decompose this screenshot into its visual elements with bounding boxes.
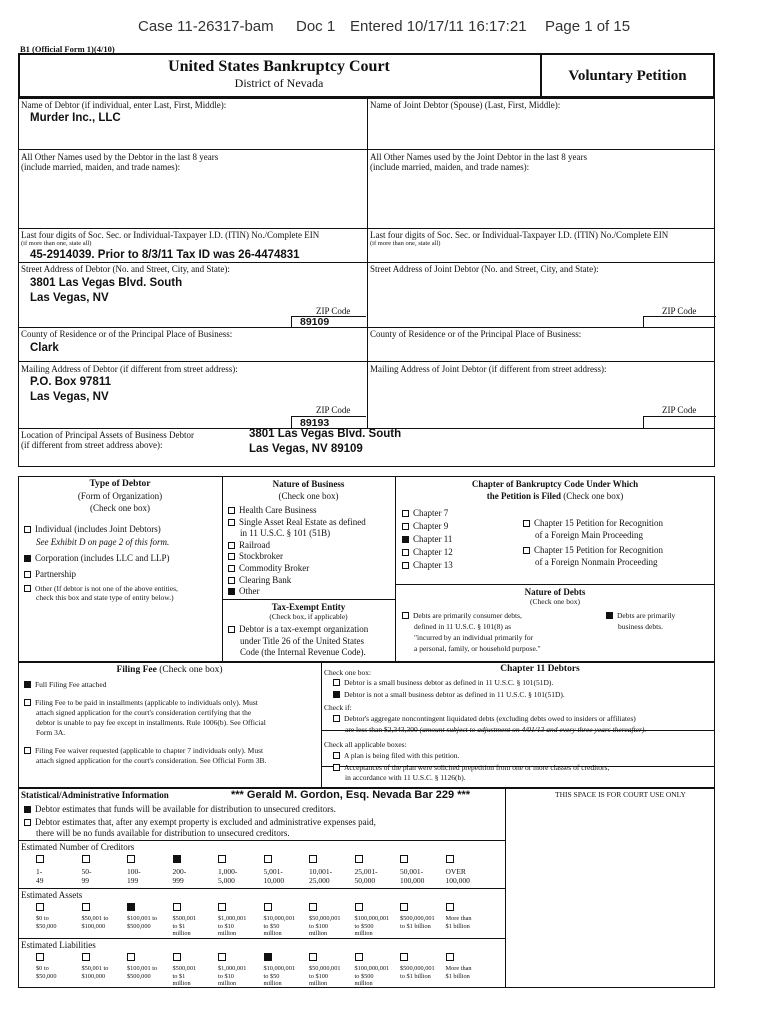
debtor-name[interactable]: Murder Inc., LLC — [30, 112, 121, 124]
nature-of-debts-title: Nature of Debts — [524, 587, 586, 597]
partnership-option[interactable] — [24, 569, 76, 579]
waiver-label: Filing Fee waiver requested (applicable to chapter 7 individuals only). Must — [35, 746, 264, 755]
small-business-label: Debtor is a small business debtor as defined in 11 U.S.C. § 101(51D). — [344, 678, 554, 687]
debtor-county-label: County of Residence or of the Principal Place of Business: — [21, 329, 233, 339]
assets-option[interactable] — [82, 902, 128, 930]
creditors-option[interactable] — [82, 854, 128, 886]
plan-filed-label: A plan is being filed with this petition. — [344, 751, 460, 760]
other-business-label: Other — [239, 586, 260, 596]
liabilities-option[interactable] — [127, 952, 173, 980]
debtor-mailing-1[interactable]: P.O. Box 97811 — [30, 376, 111, 388]
funds-available-checkbox[interactable] — [24, 806, 31, 813]
creditors-checkbox[interactable] — [264, 855, 272, 863]
ch11-check-all: Check all applicable boxes: — [324, 740, 407, 749]
stockbroker-checkbox[interactable] — [228, 553, 235, 560]
corporation-option[interactable] — [24, 553, 169, 563]
debtor-other-names-sub: (include married, maiden, and trade names): — [21, 162, 181, 172]
statistical-title: Statistical/Administrative Information — [21, 790, 169, 800]
liabilities-option[interactable] — [355, 952, 401, 987]
chapter-11-label: Chapter 11 — [413, 534, 453, 544]
assets-option-label: $50,001 to $100,000 — [81, 915, 109, 930]
type-of-debtor-sub: (Form of Organization) — [77, 491, 163, 501]
debtor-zip-label: ZIP Code — [316, 306, 351, 316]
page-number: Page 1 of 15 — [545, 18, 631, 35]
liabilities-checkbox[interactable] — [36, 953, 44, 961]
debtor-mailing-label: Mailing Address of Debtor (if different from street address): — [21, 364, 238, 374]
creditors-checkbox[interactable] — [173, 855, 181, 863]
assets-checkbox[interactable] — [173, 903, 181, 911]
not-small-business-label: Debtor is not a small business debtor as defined in 11 U.S.C. § 101(51D). — [344, 690, 565, 699]
liabilities-option[interactable] — [36, 952, 82, 980]
other-entity-label-2: check this box and state type of entity below.) — [36, 593, 174, 602]
business-debts-checkbox[interactable] — [606, 612, 613, 619]
no-funds-option[interactable] — [24, 817, 376, 827]
ch11-check-one: Check one box: — [324, 668, 372, 677]
chapter-title-2b: (Check one box) — [563, 491, 624, 501]
creditors-option[interactable] — [173, 854, 219, 886]
liabilities-checkbox[interactable] — [355, 953, 363, 961]
railroad-option[interactable] — [228, 540, 270, 550]
waiver-checkbox[interactable] — [24, 747, 31, 754]
consumer-debts-checkbox[interactable] — [402, 612, 409, 619]
liabilities-option-label: More than $1 billion — [445, 965, 472, 980]
assets-checkbox[interactable] — [446, 903, 454, 911]
small-business-option[interactable] — [333, 679, 553, 688]
consumer-debts-label-3: "incurred by an individual primarily for — [414, 633, 534, 642]
plan-filed-checkbox[interactable] — [333, 752, 340, 759]
aggregate-adjustment-note: (amount subject to adjustment on 4/01/13 and every three years thereafter). — [419, 725, 647, 734]
individual-label: Individual (includes Joint Debtors) — [35, 524, 161, 534]
acceptances-label: Acceptances of the plan were solicited prepetition from one or more classes of creditors, — [344, 763, 610, 772]
assets-checkbox[interactable] — [218, 903, 226, 911]
business-debts-label-2: business debts. — [618, 622, 663, 631]
location-label-1: Location of Principal Assets of Business Debtor — [21, 430, 194, 440]
clearing-label: Clearing Bank — [239, 575, 292, 585]
ch11-check-if: Check if: — [324, 703, 352, 712]
business-debts-option[interactable] — [606, 612, 675, 621]
assets-option[interactable] — [446, 902, 492, 930]
consumer-debts-label-4: a personal, family, or household purpose." — [414, 644, 541, 653]
chapter-15-nonmain-label: Chapter 15 Petition for Recognition — [534, 545, 663, 555]
liabilities-option-label: $1,000,001 to $10 million — [218, 965, 247, 987]
debtor-street-2[interactable]: Las Vegas, NV — [30, 292, 109, 304]
liabilities-checkbox[interactable] — [264, 953, 272, 961]
aggregate-debts-label-2 — [345, 726, 646, 735]
consumer-debts-label-2: defined in 11 U.S.C. § 101(8) as — [414, 622, 512, 631]
debtor-ein-label: Last four digits of Soc. Sec. or Individual-Taxpayer I.D. (ITIN) No./Complete EIN — [21, 230, 320, 240]
creditors-checkbox[interactable] — [82, 855, 90, 863]
assets-option-label: $500,000,001 to $1 billion — [400, 915, 435, 930]
chapter-12-checkbox[interactable] — [402, 549, 409, 556]
form-id: B1 (Official Form 1)(4/10) — [20, 44, 115, 54]
creditors-option[interactable] — [309, 854, 355, 886]
joint-name-label: Name of Joint Debtor (Spouse) (Last, First, Middle): — [370, 100, 561, 110]
chapter-15-main-label-2: of a Foreign Main Proceeding — [535, 530, 643, 540]
chapter-15-nonmain-label-2: of a Foreign Nonmain Proceeding — [535, 557, 658, 567]
attorney-line: *** Gerald M. Gordon, Esq. Nevada Bar 229 *** — [231, 789, 471, 801]
debtor-ein[interactable]: 45-2914039. Prior to 8/3/11 Tax ID was 26-4474831 — [30, 249, 300, 261]
stockbroker-label: Stockbroker — [239, 551, 283, 561]
creditors-option-label: 200- 999 — [172, 867, 187, 885]
debtor-other-names-label: All Other Names used by the Debtor in the last 8 years — [21, 152, 219, 162]
doc-number: Doc 1 — [296, 18, 336, 35]
full-fee-label: Full Filing Fee attached — [35, 680, 107, 689]
debtor-mailing-2[interactable]: Las Vegas, NV — [30, 391, 109, 403]
liabilities-option[interactable] — [82, 952, 128, 980]
no-funds-label: Debtor estimates that, after any exempt property is excluded and administrative expenses paid, — [35, 817, 376, 827]
creditors-checkbox[interactable] — [309, 855, 317, 863]
joint-zip-field[interactable] — [643, 316, 716, 328]
aggregate-debts-option[interactable] — [333, 715, 636, 724]
debtor-mailing-zip[interactable]: 89193 — [291, 416, 366, 428]
liabilities-checkbox[interactable] — [82, 953, 90, 961]
single-asset-option[interactable] — [228, 517, 366, 527]
chapter-15-nonmain-option[interactable] — [523, 545, 663, 555]
joint-mailing-zip-label: ZIP Code — [662, 405, 697, 415]
petition-title: Voluntary Petition — [568, 68, 687, 84]
assets-option[interactable] — [309, 902, 355, 937]
liabilities-option-label: $50,001 to $100,000 — [81, 965, 109, 980]
chapter-15-nonmain-checkbox[interactable] — [523, 547, 530, 554]
liabilities-option-label: $10,000,001 to $50 million — [263, 965, 295, 987]
liabilities-option[interactable] — [446, 952, 492, 980]
creditors-option-label: 50- 99 — [81, 867, 92, 885]
assets-checkbox[interactable] — [264, 903, 272, 911]
assets-checkbox[interactable] — [400, 903, 408, 911]
creditors-option[interactable] — [355, 854, 401, 886]
aggregate-debts-label: Debtor's aggregate noncontingent liquidated debts (excluding debts owed to insiders or affiliates) — [344, 714, 636, 723]
chapter-13-label: Chapter 13 — [413, 560, 453, 570]
consumer-debts-label: Debts are primarily consumer debts, — [413, 611, 522, 620]
creditors-option[interactable] — [218, 854, 264, 886]
debtor-zip[interactable]: 89109 — [291, 316, 366, 327]
chapter-12-option[interactable] — [402, 547, 453, 557]
commodity-label: Commodity Broker — [239, 563, 310, 573]
installments-label: Filing Fee to be paid in installments (applicable to individuals only). Must — [35, 698, 258, 707]
creditors-option-label: 25,001- 50,000 — [354, 867, 378, 885]
creditors-option-label: 1,000- 5,000 — [218, 867, 238, 885]
debtor-ein-sub: (if more than one, state all) — [21, 240, 92, 247]
chapter-9-checkbox[interactable] — [402, 523, 409, 530]
joint-street-label: Street Address of Joint Debtor (No. and Street, City, and State): — [370, 264, 599, 274]
acceptances-label-2: in accordance with 11 U.S.C. § 1126(b). — [345, 773, 466, 782]
acceptances-option[interactable] — [333, 764, 609, 773]
liabilities-option-label: $100,000,001 to $500 million — [354, 965, 390, 987]
joint-other-names-sub: (include married, maiden, and trade names): — [370, 162, 530, 172]
debtor-street-label: Street Address of Debtor (No. and Street, City, and State): — [21, 264, 230, 274]
health-care-checkbox[interactable] — [228, 507, 235, 514]
full-fee-option[interactable] — [24, 681, 106, 690]
aggregate-debts-checkbox[interactable] — [333, 715, 340, 722]
assets-option-label: More than $1 billion — [445, 915, 472, 930]
assets-option-label: $1,000,001 to $10 million — [218, 915, 247, 937]
assets-checkbox[interactable] — [82, 903, 90, 911]
liabilities-checkbox[interactable] — [446, 953, 454, 961]
funds-available-label: Debtor estimates that funds will be available for distribution to unsecured creditors. — [35, 804, 336, 814]
assets-option[interactable] — [127, 902, 173, 930]
tax-exempt-label-3: Code (the Internal Revenue Code). — [240, 647, 366, 657]
joint-ein-label: Last four digits of Soc. Sec. or Individual-Taxpayer I.D. (ITIN) No./Complete EIN — [370, 230, 669, 240]
creditors-checkbox[interactable] — [355, 855, 363, 863]
chapter-15-main-label: Chapter 15 Petition for Recognition — [534, 518, 663, 528]
chapter-15-main-option[interactable] — [523, 518, 663, 528]
location-line-2[interactable]: Las Vegas, NV 89109 — [249, 443, 363, 455]
chapter-9-option[interactable] — [402, 521, 448, 531]
stockbroker-option[interactable] — [228, 551, 283, 561]
assets-option-label: $500,001 to $1 million — [172, 915, 197, 937]
not-small-business-checkbox[interactable] — [333, 691, 340, 698]
liabilities-checkbox[interactable] — [218, 953, 226, 961]
installments-label-4: Form 3A. — [36, 728, 66, 737]
installments-option[interactable] — [24, 699, 258, 708]
nature-of-business-sub: (Check one box) — [278, 491, 339, 501]
liabilities-title: Estimated Liabilities — [21, 940, 96, 950]
other-entity-label: Other (If debtor is not one of the above entities, — [35, 584, 178, 593]
assets-option[interactable] — [355, 902, 401, 937]
corporation-label: Corporation (includes LLC and LLP) — [35, 553, 170, 563]
other-business-option[interactable] — [228, 586, 260, 596]
chapter-15-main-checkbox[interactable] — [523, 520, 530, 527]
tax-exempt-sub: (Check box, if applicable) — [269, 612, 348, 621]
liabilities-option[interactable] — [218, 952, 264, 987]
waiver-option[interactable] — [24, 747, 263, 756]
commodity-checkbox[interactable] — [228, 565, 235, 572]
waiver-label-2: attach signed application for the court's consideration. See Official Form 3B. — [36, 756, 267, 765]
case-number: Case 11-26317-bam — [138, 18, 274, 35]
creditors-option[interactable] — [36, 854, 82, 886]
partnership-label: Partnership — [35, 569, 76, 579]
location-label-2: (if different from street address above): — [21, 440, 163, 450]
no-funds-checkbox[interactable] — [24, 819, 31, 826]
debtor-name-label: Name of Debtor (if individual, enter Last, First, Middle): — [21, 100, 227, 110]
chapter-11-option[interactable] — [402, 534, 452, 544]
assets-option[interactable] — [400, 902, 446, 930]
liabilities-checkbox[interactable] — [127, 953, 135, 961]
creditors-checkbox[interactable] — [400, 855, 408, 863]
individual-note: See Exhibit D on page 2 of this form. — [36, 537, 170, 547]
liabilities-checkbox[interactable] — [173, 953, 181, 961]
liabilities-option-label: $500,000,001 to $1 billion — [400, 965, 435, 980]
creditors-option-label: 10,001- 25,000 — [309, 867, 333, 885]
joint-ein-sub: (if more than one, state all) — [370, 240, 441, 247]
type-of-debtor-title: Type of Debtor — [89, 479, 151, 489]
creditors-option[interactable] — [264, 854, 310, 886]
assets-option[interactable] — [173, 902, 219, 937]
individual-checkbox[interactable] — [24, 526, 31, 533]
ch11-title: Chapter 11 Debtors — [500, 664, 580, 674]
railroad-checkbox[interactable] — [228, 542, 235, 549]
joint-mailing-zip-field[interactable] — [643, 416, 716, 429]
installments-label-3: debtor is unable to pay fee except in installments. Rule 1006(b). See Official — [36, 718, 266, 727]
assets-checkbox[interactable] — [355, 903, 363, 911]
creditors-checkbox[interactable] — [36, 855, 44, 863]
other-business-checkbox[interactable] — [228, 588, 235, 595]
court-title: United States Bankruptcy Court — [168, 58, 390, 75]
creditors-option-label: 100- 199 — [127, 867, 141, 885]
chapter-7-label: Chapter 7 — [413, 508, 449, 518]
consumer-debts-option[interactable] — [402, 612, 522, 621]
creditors-option-label: 5,001- 10,000 — [263, 867, 285, 885]
joint-other-names-label: All Other Names used by the Joint Debtor in the last 8 years — [370, 152, 587, 162]
assets-option[interactable] — [218, 902, 264, 937]
creditors-checkbox[interactable] — [218, 855, 226, 863]
corporation-checkbox[interactable] — [24, 555, 31, 562]
assets-option-label: $0 to $50,000 — [36, 915, 57, 930]
individual-option[interactable] — [24, 524, 161, 534]
joint-county-label: County of Residence or of the Principal Place of Business: — [370, 329, 582, 339]
creditors-option[interactable] — [446, 854, 492, 886]
chapter-13-option[interactable] — [402, 560, 453, 570]
installments-checkbox[interactable] — [24, 699, 31, 706]
health-care-option[interactable] — [228, 505, 316, 515]
creditors-checkbox[interactable] — [446, 855, 454, 863]
not-small-business-option[interactable] — [333, 691, 565, 700]
acceptances-checkbox[interactable] — [333, 764, 340, 771]
single-asset-label-2: in 11 U.S.C. § 101 (51B) — [240, 528, 331, 538]
debtor-mailing-zip-label: ZIP Code — [316, 405, 351, 415]
clearing-option[interactable] — [228, 575, 291, 585]
small-business-checkbox[interactable] — [333, 679, 340, 686]
chapter-7-option[interactable] — [402, 508, 448, 518]
creditors-option-label: OVER 100,000 — [445, 867, 470, 885]
creditors-checkbox[interactable] — [127, 855, 135, 863]
assets-checkbox[interactable] — [309, 903, 317, 911]
aggregate-amount: are less than $2,343,300 — [345, 725, 418, 734]
type-of-debtor-sub2: (Check one box) — [90, 503, 150, 513]
funds-available-option[interactable] — [24, 804, 336, 814]
nature-of-business-title: Nature of Business — [272, 479, 345, 489]
nature-of-debts-sub: (Check one box) — [530, 597, 580, 606]
assets-option-label: $100,000,001 to $500 million — [354, 915, 390, 937]
chapter-13-checkbox[interactable] — [402, 562, 409, 569]
creditors-title: Estimated Number of Creditors — [21, 842, 135, 852]
tax-exempt-option[interactable] — [228, 624, 368, 634]
debtor-street-1[interactable]: 3801 Las Vegas Blvd. South — [30, 277, 183, 289]
plan-filed-option[interactable] — [333, 752, 459, 761]
tax-exempt-label-2: under Title 26 of the United States — [240, 636, 364, 646]
chapter-12-label: Chapter 12 — [413, 547, 453, 557]
entered-date: Entered 10/17/11 16:17:21 — [350, 18, 527, 35]
no-funds-label-2: there will be no funds available for distribution to unsecured creditors. — [36, 828, 290, 838]
creditors-option[interactable] — [127, 854, 173, 886]
clearing-checkbox[interactable] — [228, 577, 235, 584]
assets-option-label: $100,001 to $500,000 — [127, 915, 158, 930]
liabilities-option-label: $100,001 to $500,000 — [127, 965, 158, 980]
tax-exempt-title: Tax-Exempt Entity — [271, 602, 346, 612]
creditors-option[interactable] — [400, 854, 446, 886]
liabilities-option[interactable] — [173, 952, 219, 987]
creditors-option-label: 1- 49 — [36, 867, 44, 885]
chapter-title-1: Chapter of Bankruptcy Code Under Which — [471, 479, 639, 489]
full-fee-checkbox[interactable] — [24, 681, 31, 688]
chapter-9-label: Chapter 9 — [413, 521, 449, 531]
assets-checkbox[interactable] — [127, 903, 135, 911]
chapter-7-checkbox[interactable] — [402, 510, 409, 517]
health-care-label: Health Care Business — [239, 505, 317, 515]
chapter-11-checkbox[interactable] — [402, 536, 409, 543]
assets-option[interactable] — [36, 902, 82, 930]
assets-checkbox[interactable] — [36, 903, 44, 911]
court-district: District of Nevada — [234, 76, 324, 90]
location-line-1[interactable]: 3801 Las Vegas Blvd. South — [249, 428, 402, 440]
debtor-county[interactable]: Clark — [30, 342, 59, 354]
single-asset-checkbox[interactable] — [228, 519, 235, 526]
assets-option-label: $10,000,001 to $50 million — [263, 915, 295, 937]
filing-fee-title: Filing Fee (Check one box) — [116, 665, 223, 675]
chapter-title-2 — [395, 491, 715, 501]
liabilities-option-label: $50,000,001 to $100 million — [309, 965, 341, 987]
liabilities-option-label: $500,001 to $1 million — [172, 965, 197, 987]
joint-mailing-label: Mailing Address of Joint Debtor (if different from street address): — [370, 364, 607, 374]
joint-zip-label: ZIP Code — [662, 306, 697, 316]
assets-option[interactable] — [264, 902, 310, 937]
tax-exempt-checkbox[interactable] — [228, 626, 235, 633]
partnership-checkbox[interactable] — [24, 571, 31, 578]
other-entity-checkbox[interactable] — [24, 585, 31, 592]
assets-title: Estimated Assets — [21, 890, 83, 900]
commodity-option[interactable] — [228, 563, 309, 573]
assets-option-label: $50,000,001 to $100 million — [309, 915, 341, 937]
tax-exempt-label: Debtor is a tax-exempt organization — [239, 624, 369, 634]
railroad-label: Railroad — [239, 540, 270, 550]
liabilities-option[interactable] — [309, 952, 355, 987]
chapter-title-2a: the Petition is Filed — [486, 491, 561, 501]
single-asset-label: Single Asset Real Estate as defined — [239, 517, 366, 527]
court-use-only: THIS SPACE IS FOR COURT USE ONLY — [555, 790, 686, 799]
liabilities-option-label: $0 to $50,000 — [36, 965, 57, 980]
business-debts-label: Debts are primarily — [617, 611, 676, 620]
creditors-option-label: 50,001- 100,000 — [400, 867, 425, 885]
installments-label-2: attach signed application for the court's consideration certifying that the — [36, 708, 252, 717]
liabilities-checkbox[interactable] — [309, 953, 317, 961]
liabilities-option[interactable] — [400, 952, 446, 980]
liabilities-option[interactable] — [264, 952, 310, 987]
liabilities-checkbox[interactable] — [400, 953, 408, 961]
